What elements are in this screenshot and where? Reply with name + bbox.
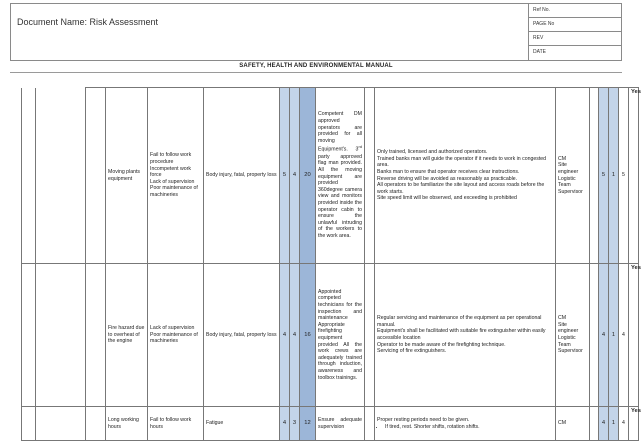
severity-cell: 4 xyxy=(290,88,300,264)
header-divider xyxy=(10,72,622,73)
control-text: Ensure adequate supervision xyxy=(318,416,362,430)
empty-cell xyxy=(590,407,599,441)
empty-cell xyxy=(22,88,36,264)
additional-control-cell xyxy=(375,407,556,441)
control-line: All operators to be familiarize the site layout and access roads before the work starts. xyxy=(377,182,545,195)
cause-line: Lack of supervision xyxy=(150,325,195,332)
responsible-cell xyxy=(556,88,590,264)
residual-risk-cell: 4 xyxy=(619,264,629,407)
responsible-line: CM xyxy=(558,420,567,427)
control-bullet-list xyxy=(377,424,553,431)
ref-no-label: Ref No. xyxy=(529,4,621,18)
responsible-line: Supervisor xyxy=(558,188,583,195)
responsible-line: Logistic Team xyxy=(558,335,576,348)
control-line: Proper resting periods need to be given. xyxy=(377,416,470,423)
cause-cell xyxy=(148,407,204,441)
control-line: Reverse driving will be avoided as reasonably as practicable. xyxy=(377,175,518,182)
responsible-line: Logistic Team xyxy=(558,175,576,189)
residual-risk-cell: 5 xyxy=(619,88,629,264)
control-line: Equipment's shall be facilitated with suitable fire extinguisher within easily accessible location xyxy=(377,328,546,341)
acceptable-cell: Yes xyxy=(629,264,639,407)
control-line: Regular servicing and maintenance of the equipment as per operational manual. xyxy=(377,315,542,328)
existing-control-cell xyxy=(316,88,365,264)
consequence-cell: Fatigue xyxy=(204,407,280,441)
residual-risk-cell: 4 xyxy=(619,407,629,441)
risk-row xyxy=(22,88,639,264)
empty-cell xyxy=(365,88,375,264)
risk-rating-cell: 16 xyxy=(300,264,316,407)
empty-cell xyxy=(86,407,106,441)
activity-cell: Long working hours xyxy=(106,407,148,441)
control-bullet: • If tired, rest. Shorter shifts, rotation shifts. xyxy=(385,424,553,431)
empty-cell xyxy=(590,264,599,407)
severity-cell: 3 xyxy=(290,407,300,441)
control-line: Banks man to ensure that operator receives clear instructions. xyxy=(377,168,520,175)
cause-cell xyxy=(148,264,204,407)
date-label: DATE xyxy=(533,49,546,55)
existing-control-cell xyxy=(316,264,365,407)
likelihood-cell: 5 xyxy=(280,88,290,264)
empty-cell xyxy=(86,88,106,264)
activity-cell: Moving plants equipment xyxy=(106,88,148,264)
reference-fields xyxy=(529,4,621,60)
empty-cell xyxy=(365,407,375,441)
rev-label: REV xyxy=(529,32,621,46)
document-name: Document Name: Risk Assessment xyxy=(11,4,529,60)
empty-cell xyxy=(590,88,599,264)
risk-row xyxy=(22,407,639,441)
page-no-label: PAGE No xyxy=(529,18,621,32)
control-line: Servicing of fire extinguishers. xyxy=(377,348,447,355)
empty-cell xyxy=(365,264,375,407)
risk-row xyxy=(22,264,639,407)
empty-cell xyxy=(36,264,86,407)
empty-cell xyxy=(22,407,36,441)
manual-title: SAFETY, HEALTH AND ENVIRONMENTAL MANUAL xyxy=(239,63,393,69)
residual-severity-cell: 1 xyxy=(609,264,619,407)
responsible-line: Site engineer xyxy=(558,162,579,175)
consequence-cell: Body injury, fatal, property loss xyxy=(204,88,280,264)
cause-line: Poor maintenance of machineries xyxy=(150,185,198,198)
control-line: Site speed limit will be observed, and exceeding is prohibited xyxy=(377,195,517,202)
activity-cell: Fire hazard due to overheat of the engine xyxy=(106,264,148,407)
residual-severity-cell: 1 xyxy=(609,88,619,264)
empty-cell xyxy=(36,88,86,264)
likelihood-cell: 4 xyxy=(280,264,290,407)
risk-rating-cell: 20 xyxy=(300,88,316,264)
responsible-line: Site engineer xyxy=(558,321,579,335)
acceptable-cell: Yes xyxy=(629,88,639,264)
cause-line: Lack of supervision xyxy=(150,178,195,185)
residual-likelihood-cell: 4 xyxy=(599,407,609,441)
cause-line: Incompetent work force xyxy=(150,165,191,179)
likelihood-cell: 4 xyxy=(280,407,290,441)
control-text: Competent DM approved operators are provided for all moving Equipment's. 3 xyxy=(318,111,362,154)
residual-likelihood-cell: 4 xyxy=(599,264,609,407)
empty-cell xyxy=(22,264,36,407)
residual-likelihood-cell: 5 xyxy=(599,88,609,264)
cause-line: Fail to follow work procedure xyxy=(150,152,192,166)
risk-rating-cell: 12 xyxy=(300,407,316,441)
consequence-cell: Body injury, fatal, property loss xyxy=(204,264,280,407)
responsible-line: CM xyxy=(558,315,567,322)
control-text: Appointed competed technicians for the inspection and maintenance Appropriate firefighting equipment provided All the work crews are adequately trained through induction, awareness and toolbox trainings. xyxy=(318,288,362,381)
empty-cell xyxy=(86,264,106,407)
control-line: Only trained, licensed and authorized operators. xyxy=(377,149,488,156)
severity-cell: 4 xyxy=(290,264,300,407)
risk-assessment-table xyxy=(21,87,639,441)
responsible-cell xyxy=(556,264,590,407)
additional-control-cell xyxy=(375,264,556,407)
responsible-line: Supervisor xyxy=(558,348,583,355)
control-line: Operator to be made aware of the firefighting technique. xyxy=(377,341,506,348)
responsible-cell xyxy=(556,407,590,441)
control-line: Trained banks man will guide the operator if it needs to work in congested area. xyxy=(377,155,547,169)
control-text: party approved flag man provided. All the moving equipment are provided 360degree camera view and monitors provided inside the operator cabin to ensure the unlawful intruding of the workers to the work area. xyxy=(318,153,362,239)
superscript-text: rd xyxy=(358,144,362,150)
additional-control-cell xyxy=(375,88,556,264)
responsible-line: CM xyxy=(558,155,567,162)
acceptable-cell: Yes xyxy=(629,407,639,441)
empty-cell xyxy=(36,407,86,441)
cause-line: Poor maintenance of machineries xyxy=(150,331,198,345)
existing-control-cell xyxy=(316,407,365,441)
cause-line: Fail to follow work hours xyxy=(150,416,192,430)
residual-severity-cell: 1 xyxy=(609,407,619,441)
document-header xyxy=(10,3,622,61)
cause-cell xyxy=(148,88,204,264)
